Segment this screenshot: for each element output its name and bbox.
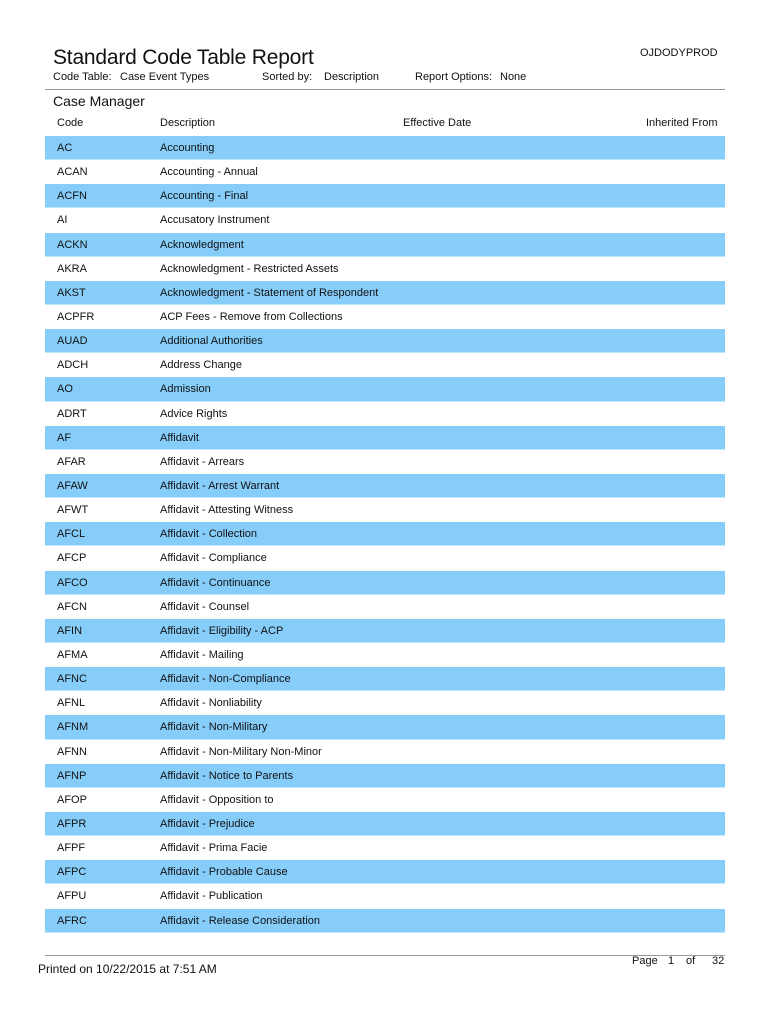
sorted-by-label: Sorted by: [262, 71, 313, 83]
description-cell: ACP Fees - Remove from Collections [160, 310, 343, 323]
description-cell: Advice Rights [160, 407, 228, 420]
table-row [45, 329, 725, 353]
description-cell: Affidavit - Arrest Warrant [160, 479, 280, 492]
description-cell: Affidavit - Nonliability [160, 697, 262, 710]
code-cell: AFCO [57, 576, 88, 589]
code-cell: AFCL [57, 528, 86, 541]
description-cell: Affidavit - Non-Military Non-Minor [160, 745, 322, 758]
description-cell: Acknowledgment - Restricted Assets [160, 262, 339, 275]
code-cell: AFNM [57, 721, 89, 734]
code-cell: AFNN [57, 745, 87, 758]
code-cell: AFCP [57, 552, 87, 565]
table-row [45, 764, 725, 788]
description-cell: Affidavit - Non-Military [160, 721, 268, 734]
column-header-description: Description [160, 117, 216, 129]
table-row [45, 643, 725, 667]
code-cell: AFPC [57, 866, 87, 879]
table-row [45, 136, 725, 160]
description-cell: Accounting - Final [160, 190, 249, 203]
table-row [45, 353, 725, 377]
description-cell: Affidavit - Prima Facie [160, 842, 268, 855]
description-cell: Affidavit - Non-Compliance [160, 673, 291, 686]
code-cell: AI [57, 214, 68, 227]
description-cell: Affidavit - Release Consideration [160, 914, 320, 927]
code-cell: ACPFR [57, 310, 95, 323]
code-cell: AFNP [57, 769, 87, 782]
code-cell: AFAW [57, 479, 88, 492]
table-row [45, 233, 725, 257]
description-cell: Affidavit - Compliance [160, 552, 267, 565]
header-divider [45, 89, 725, 90]
footer-divider [45, 955, 725, 956]
table-row [45, 522, 725, 546]
description-cell: Affidavit - Attesting Witness [160, 504, 294, 517]
code-cell: AFPU [57, 890, 87, 903]
description-cell: Admission [160, 383, 211, 396]
table-row [45, 619, 725, 643]
table-row [45, 571, 725, 595]
code-cell: ADCH [57, 359, 89, 372]
description-cell: Acknowledgment - Statement of Respondent [160, 286, 379, 299]
report-options-label: Report Options: [415, 71, 493, 83]
table-row [45, 812, 725, 836]
description-cell: Affidavit - Eligibility - ACP [160, 624, 284, 637]
table-row [45, 426, 725, 450]
table-row [45, 546, 725, 570]
description-cell: Affidavit - Publication [160, 890, 263, 903]
table-row [45, 498, 725, 522]
page-label: Page [632, 955, 658, 967]
printed-timestamp: Printed on 10/22/2015 at 7:51 AM [38, 962, 217, 976]
table-row [45, 788, 725, 812]
code-table-value: Case Event Types [120, 71, 210, 83]
description-cell: Affidavit - Opposition to [160, 793, 274, 806]
code-cell: AC [57, 142, 73, 154]
code-cell: AKRA [57, 262, 87, 275]
table-row [45, 715, 725, 739]
code-cell: AFNC [57, 673, 87, 686]
table-row [45, 257, 725, 281]
description-cell: Affidavit - Collection [160, 528, 258, 541]
description-cell: Accounting [160, 142, 215, 154]
code-cell: AFOP [57, 793, 87, 806]
description-cell: Affidavit - Counsel [160, 600, 250, 613]
code-cell: AUAD [57, 335, 88, 348]
sorted-by-value: Description [324, 71, 380, 83]
table-row [45, 281, 725, 305]
section-title: Case Manager [53, 93, 145, 109]
description-cell: Affidavit - Continuance [160, 576, 271, 589]
table-row [45, 377, 725, 401]
description-cell: Affidavit - Probable Cause [160, 866, 288, 879]
code-cell: AF [57, 431, 72, 444]
table-row [45, 305, 725, 329]
table-row [45, 474, 725, 498]
description-cell: Affidavit - Prejudice [160, 817, 255, 830]
column-header-code: Code [57, 117, 84, 129]
environment-label: OJDODYPROD [640, 47, 718, 59]
table-row [45, 667, 725, 691]
code-cell: ACKN [57, 238, 88, 251]
table-row [45, 884, 725, 908]
code-cell: AFNL [57, 697, 86, 710]
code-cell: AKST [57, 286, 86, 299]
description-cell: Additional Authorities [160, 335, 263, 348]
column-header-inherited-from: Inherited From [646, 117, 718, 129]
description-cell: Affidavit - Mailing [160, 648, 244, 661]
code-cell: AFIN [57, 624, 83, 637]
description-cell: Affidavit [160, 431, 199, 444]
page-of-label: of [686, 955, 696, 967]
report-options-value: None [500, 71, 527, 83]
description-cell: Acknowledgment [160, 238, 244, 251]
page-total: 32 [712, 955, 725, 967]
code-cell: AFPF [57, 842, 86, 855]
table-row [45, 208, 725, 232]
code-cell: AFPR [57, 817, 87, 830]
code-cell: AFMA [57, 648, 88, 661]
description-cell: Accusatory Instrument [160, 214, 270, 227]
code-cell: ADRT [57, 407, 87, 420]
table-row [45, 184, 725, 208]
page-number: 1 [668, 955, 675, 967]
code-cell: AFRC [57, 914, 87, 927]
description-cell: Affidavit - Notice to Parents [160, 769, 294, 782]
code-cell: AFAR [57, 455, 86, 468]
column-header-effective-date: Effective Date [403, 117, 472, 129]
code-cell: ACFN [57, 190, 87, 203]
table-row [45, 595, 725, 619]
code-cell: AFCN [57, 600, 87, 613]
code-cell: AO [57, 383, 73, 396]
code-cell: ACAN [57, 166, 88, 179]
table-row [45, 836, 725, 860]
table-row [45, 740, 725, 764]
table-row [45, 450, 725, 474]
description-cell: Accounting - Annual [160, 166, 258, 179]
code-table-label: Code Table: [53, 71, 112, 83]
report-title: Standard Code Table Report [53, 46, 314, 69]
code-table [45, 136, 725, 933]
description-cell: Affidavit - Arrears [160, 455, 245, 468]
table-row [45, 160, 725, 184]
table-row [45, 402, 725, 426]
table-row [45, 691, 725, 715]
code-cell: AFWT [57, 504, 89, 517]
table-row [45, 860, 725, 884]
description-cell: Address Change [160, 359, 242, 372]
table-row [45, 909, 725, 933]
